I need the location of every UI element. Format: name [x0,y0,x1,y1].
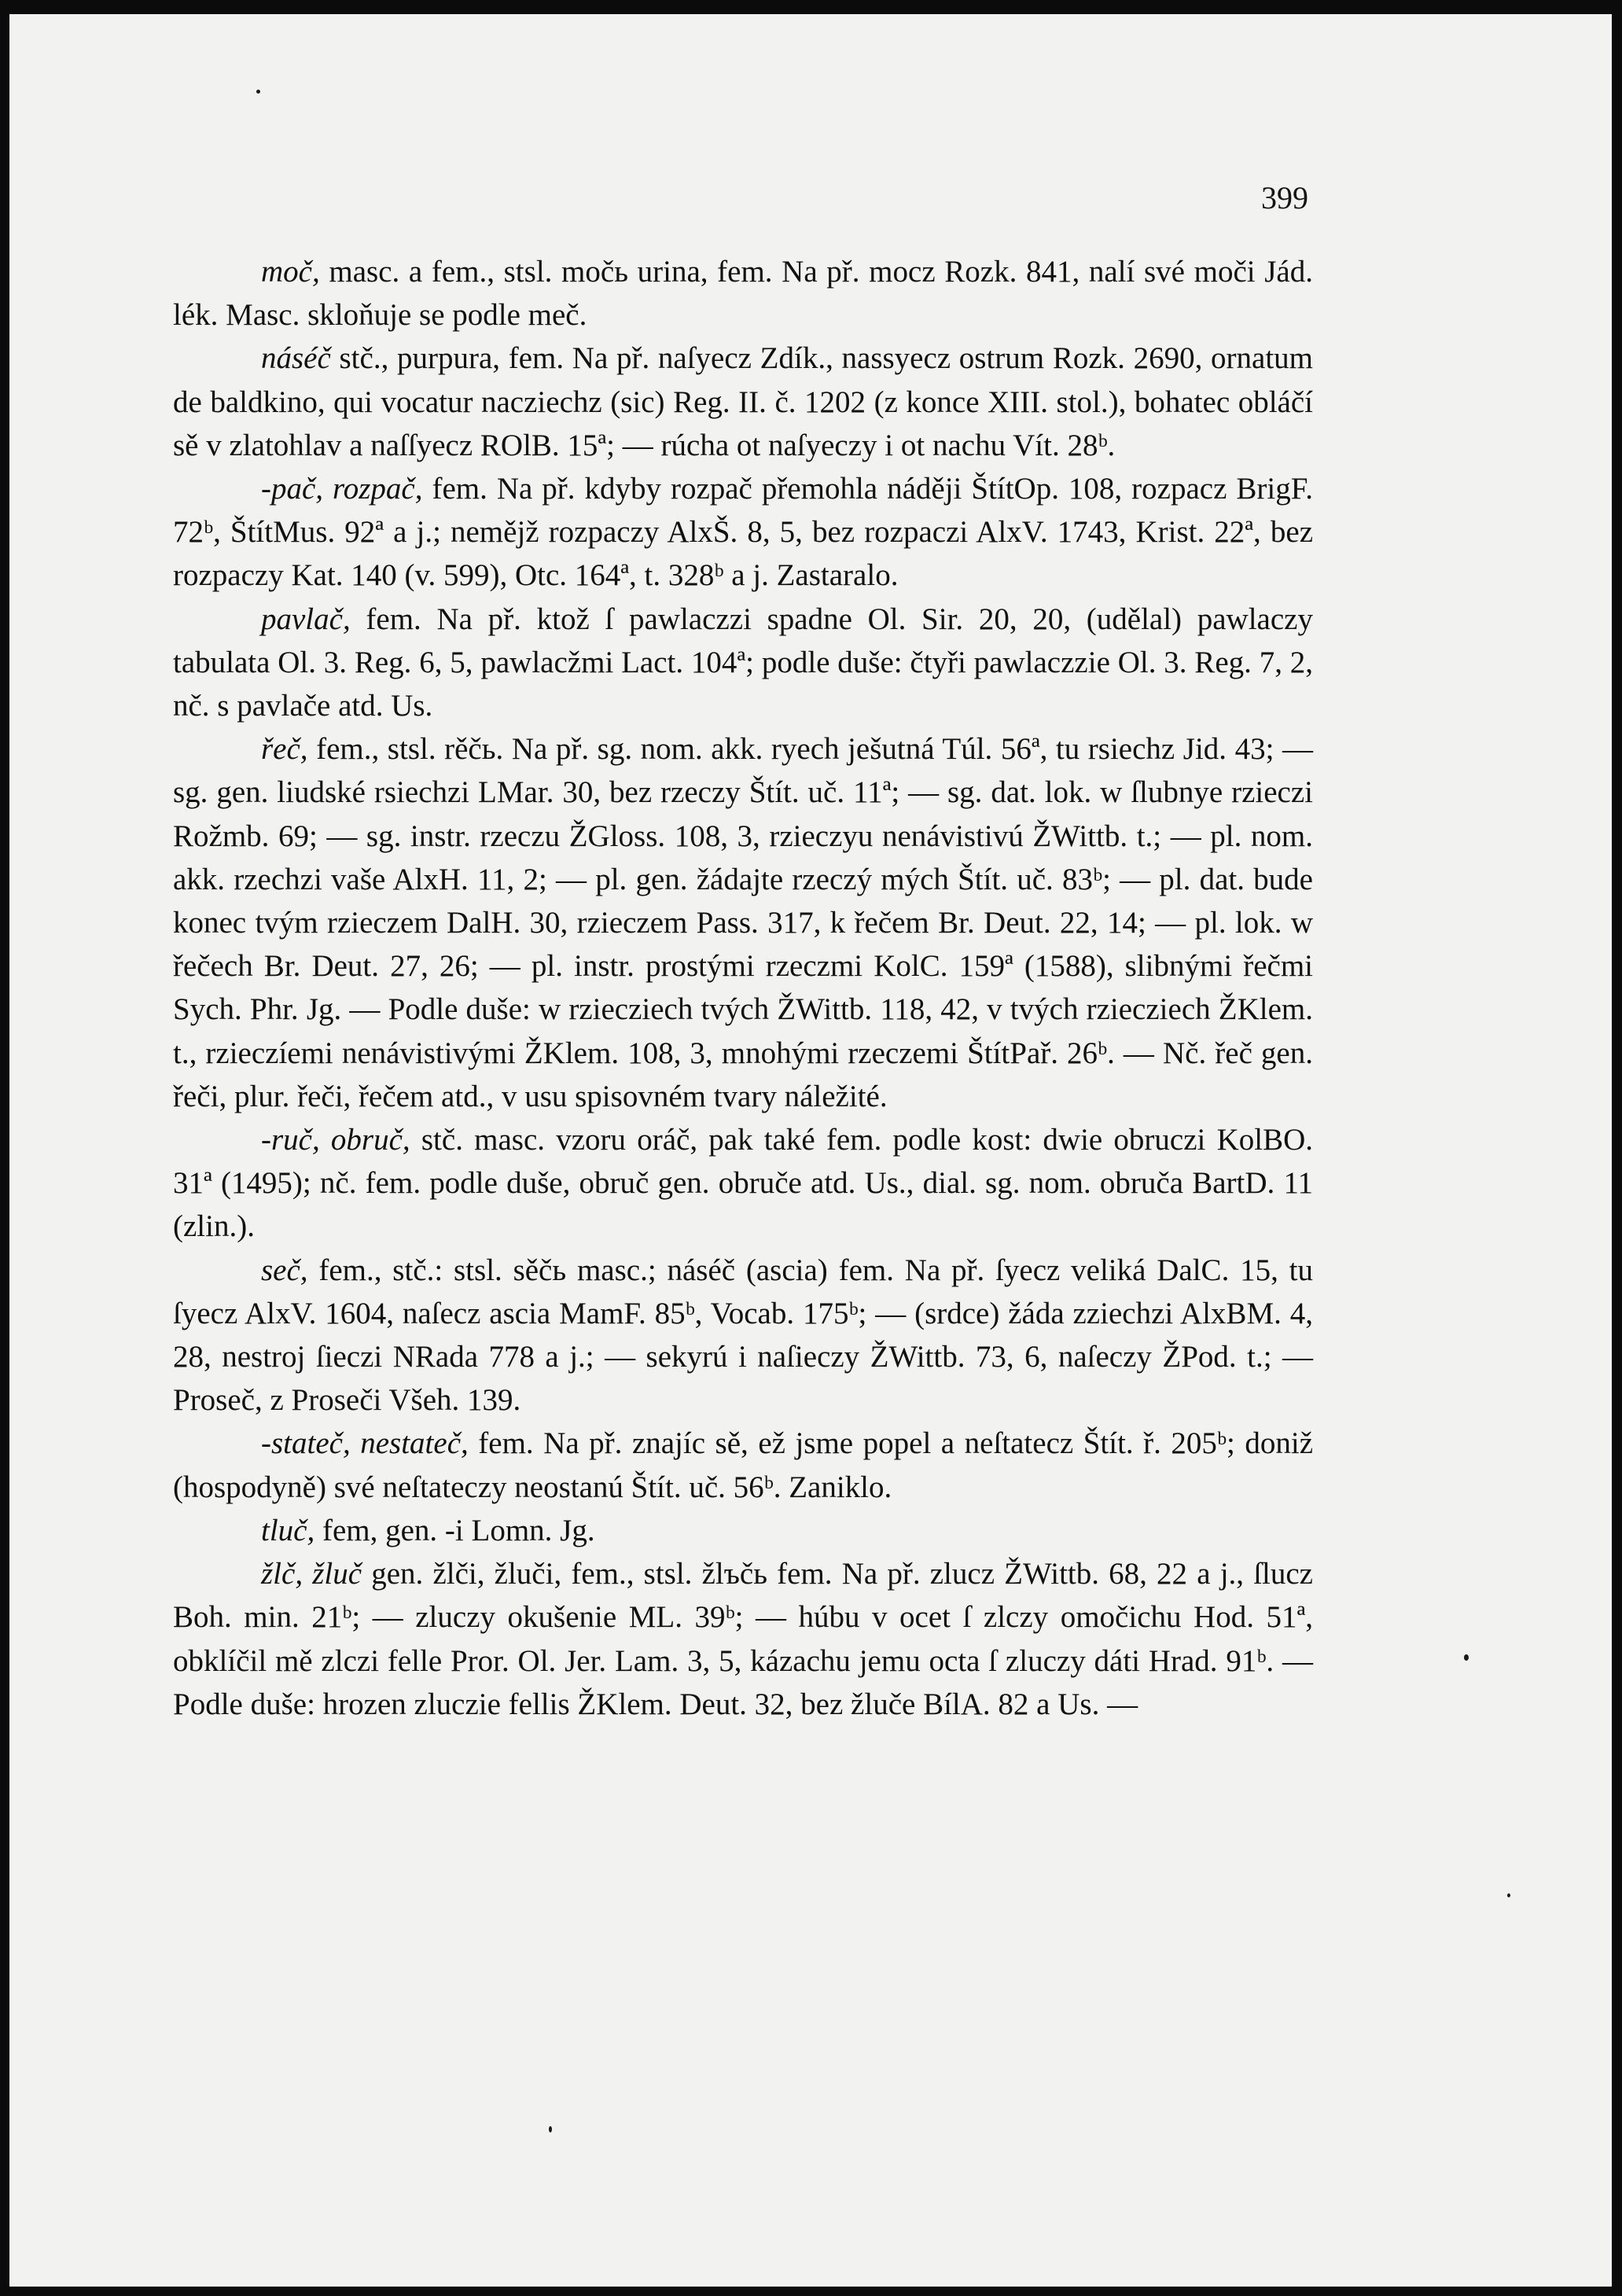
scan-speck [1464,1654,1469,1661]
headword: tluč, [261,1513,315,1547]
entry-body: fem., stč.: stsl. sěčь masc.; náséč (ascia) fem. Na př. ſyecz veliká DalC. 15, tu ſyecz AlxV. 1604, naſecz ascia MamF. 85ᵇ, Vocab. 175ᵇ; — (srdce) žáda zziechzi AlxBM. 4, 28, nestroj ſieczi NRada 778 a j.; — sekyrú i naſieczy ŽWittb. 73, 6, naſeczy ŽPod. t.; — Proseč, z Proseči Všeh. 139. [173,1253,1313,1418]
entry-body: fem. Na př. kdyby rozpač přemohla náději ŠtítOp. 108, rozpacz BrigF. 72ᵇ, ŠtítMus. 92ª a j.; nemějž rozpaczy AlxŠ. 8, 5, bez rozpaczi AlxV. 1743, Krist. 22ª, bez rozpaczy Kat. 140 (v. 599), Otc. 164ª, t. 328ᵇ a j. Zastaralo. [173,472,1314,593]
scan-speck [256,90,260,94]
entry-rozpac [173,467,1313,598]
entry-nasec [173,337,1313,467]
entry-body: fem. Na př. ktož ſ pawlaczzi spadne Ol. Sir. 20, 20, (udělal) pawlaczy tabulata Ol. 3. Reg. 6, 5, pawlacžmi Lact. 104ª; podle duše: čtyři pawlaczzie Ol. 3. Reg. 7, 2, nč. s pavlače atd. Us. [173,602,1313,723]
entry-body: fem. Na př. znajíc sě, ež jsme popel a neſtatecz Štít. ř. 205ᵇ; doniž (hospodyně) své neſtateczy neostanú Štít. uč. 56ᵇ. Zaniklo. [173,1426,1314,1504]
entry-nestatec [173,1422,1313,1508]
entry-tluc [173,1509,1313,1552]
scan-speck [1507,1893,1510,1897]
scanned-page [9,14,1612,2287]
scan-speck [549,2126,552,2132]
entry-body: gen. žlči, žluči, fem., stsl. žlъčь fem. Na př. zlucz ŽWittb. 68, 22 a j., ſlucz Boh. min. 21ᵇ; — zluczy okušenie ML. 39ᵇ; — húbu v ocet ſ zlczy omočichu Hod. 51ª, obklíčil mě zlczi felle Pror. Ol. Jer. Lam. 3, 5, kázachu jemu octa ſ zluczy dáti Hrad. 91ᵇ. — Podle duše: hrozen zluczie fellis ŽKlem. Deut. 32, bez žluče BílA. 82 a Us. — [173,1557,1313,1721]
entry-rec [173,727,1313,1118]
entry-sec [173,1249,1313,1422]
entry-moc [173,250,1313,337]
entry-obruc [173,1118,1313,1249]
headword: seč, [261,1253,308,1287]
entry-body: stč., purpura, fem. Na př. naſyecz Zdík., nassyecz ostrum Rozk. 2690, ornatum de baldkino, qui vocatur nacziechz (sic) Reg. II. č. 1202 (z konce XIII. stol.), bohatec obláčí sě v zlatohlav a naſſyecz ROlB. 15ª; — rúcha ot naſyeczy i ot nachu Vít. 28ᵇ. [173,341,1313,462]
headword: pavlač, [261,602,351,636]
page-number: 399 [1261,180,1308,215]
headword: náséč [261,341,331,376]
headword: žlč, žluč [261,1557,362,1591]
headword: moč, [261,255,320,289]
headword: -ruč, obruč, [261,1123,410,1157]
entry-zluc [173,1552,1313,1726]
entry-body: fem., stsl. rěčь. Na př. sg. nom. akk. ryech ješutná Túl. 56ª, tu rsiechz Jid. 43; — sg. gen. liudské rsiechzi LMar. 30, bez rzeczy Štít. uč. 11ª; — sg. dat. lok. w ſlubnye rzieczi Rožmb. 69; — sg. instr. rzeczu ŽGloss. 108, 3, rzieczyu nenávistivú ŽWittb. t.; — pl. nom. akk. rzechzi vaše AlxH. 11, 2; — pl. gen. žádajte rzeczý mých Štít. uč. 83ᵇ; — pl. dat. bude konec tvým rzieczem DalH. 30, rzieczem Pass. 317, k řečem Br. Deut. 22, 14; — pl. lok. w řečech Br. Deut. 27, 26; — pl. instr. prostými rzeczmi KolC. 159ª (1588), slibnými řečmi Sych. Phr. Jg. — Podle duše: w rziecziech tvých ŽWittb. 118, 42, v tvých rziecziech ŽKlem. t., rzieczíemi nenávistivými ŽKlem. 108, 3, mnohými rzeczemi ŠtítPař. 26ᵇ. — Nč. řeč gen. řeči, plur. řeči, řečem atd., v usu spisovném tvary náležité. [173,732,1313,1113]
entry-body: masc. a fem., stsl. močь urina, fem. Na př. mocz Rozk. 841, nalí své moči Jád. lék. Masc. skloňuje se podle meč. [173,255,1313,333]
entry-pavlac [173,598,1313,728]
entry-body: fem, gen. -i Lomn. Jg. [314,1513,595,1547]
headword: -pač, rozpač, [261,472,423,506]
entry-body: stč. masc. vzoru oráč, pak také fem. podle kost: dwie obruczi KolBO. 31ª (1495); nč. fem. podle duše, obruč gen. obruče atd. Us., dial. sg. nom. obruča BartD. 11 (zlin.). [173,1123,1313,1244]
headword: řeč, [261,732,308,767]
dictionary-text [173,250,1313,1726]
headword: -stateč, nestateč, [261,1426,469,1461]
